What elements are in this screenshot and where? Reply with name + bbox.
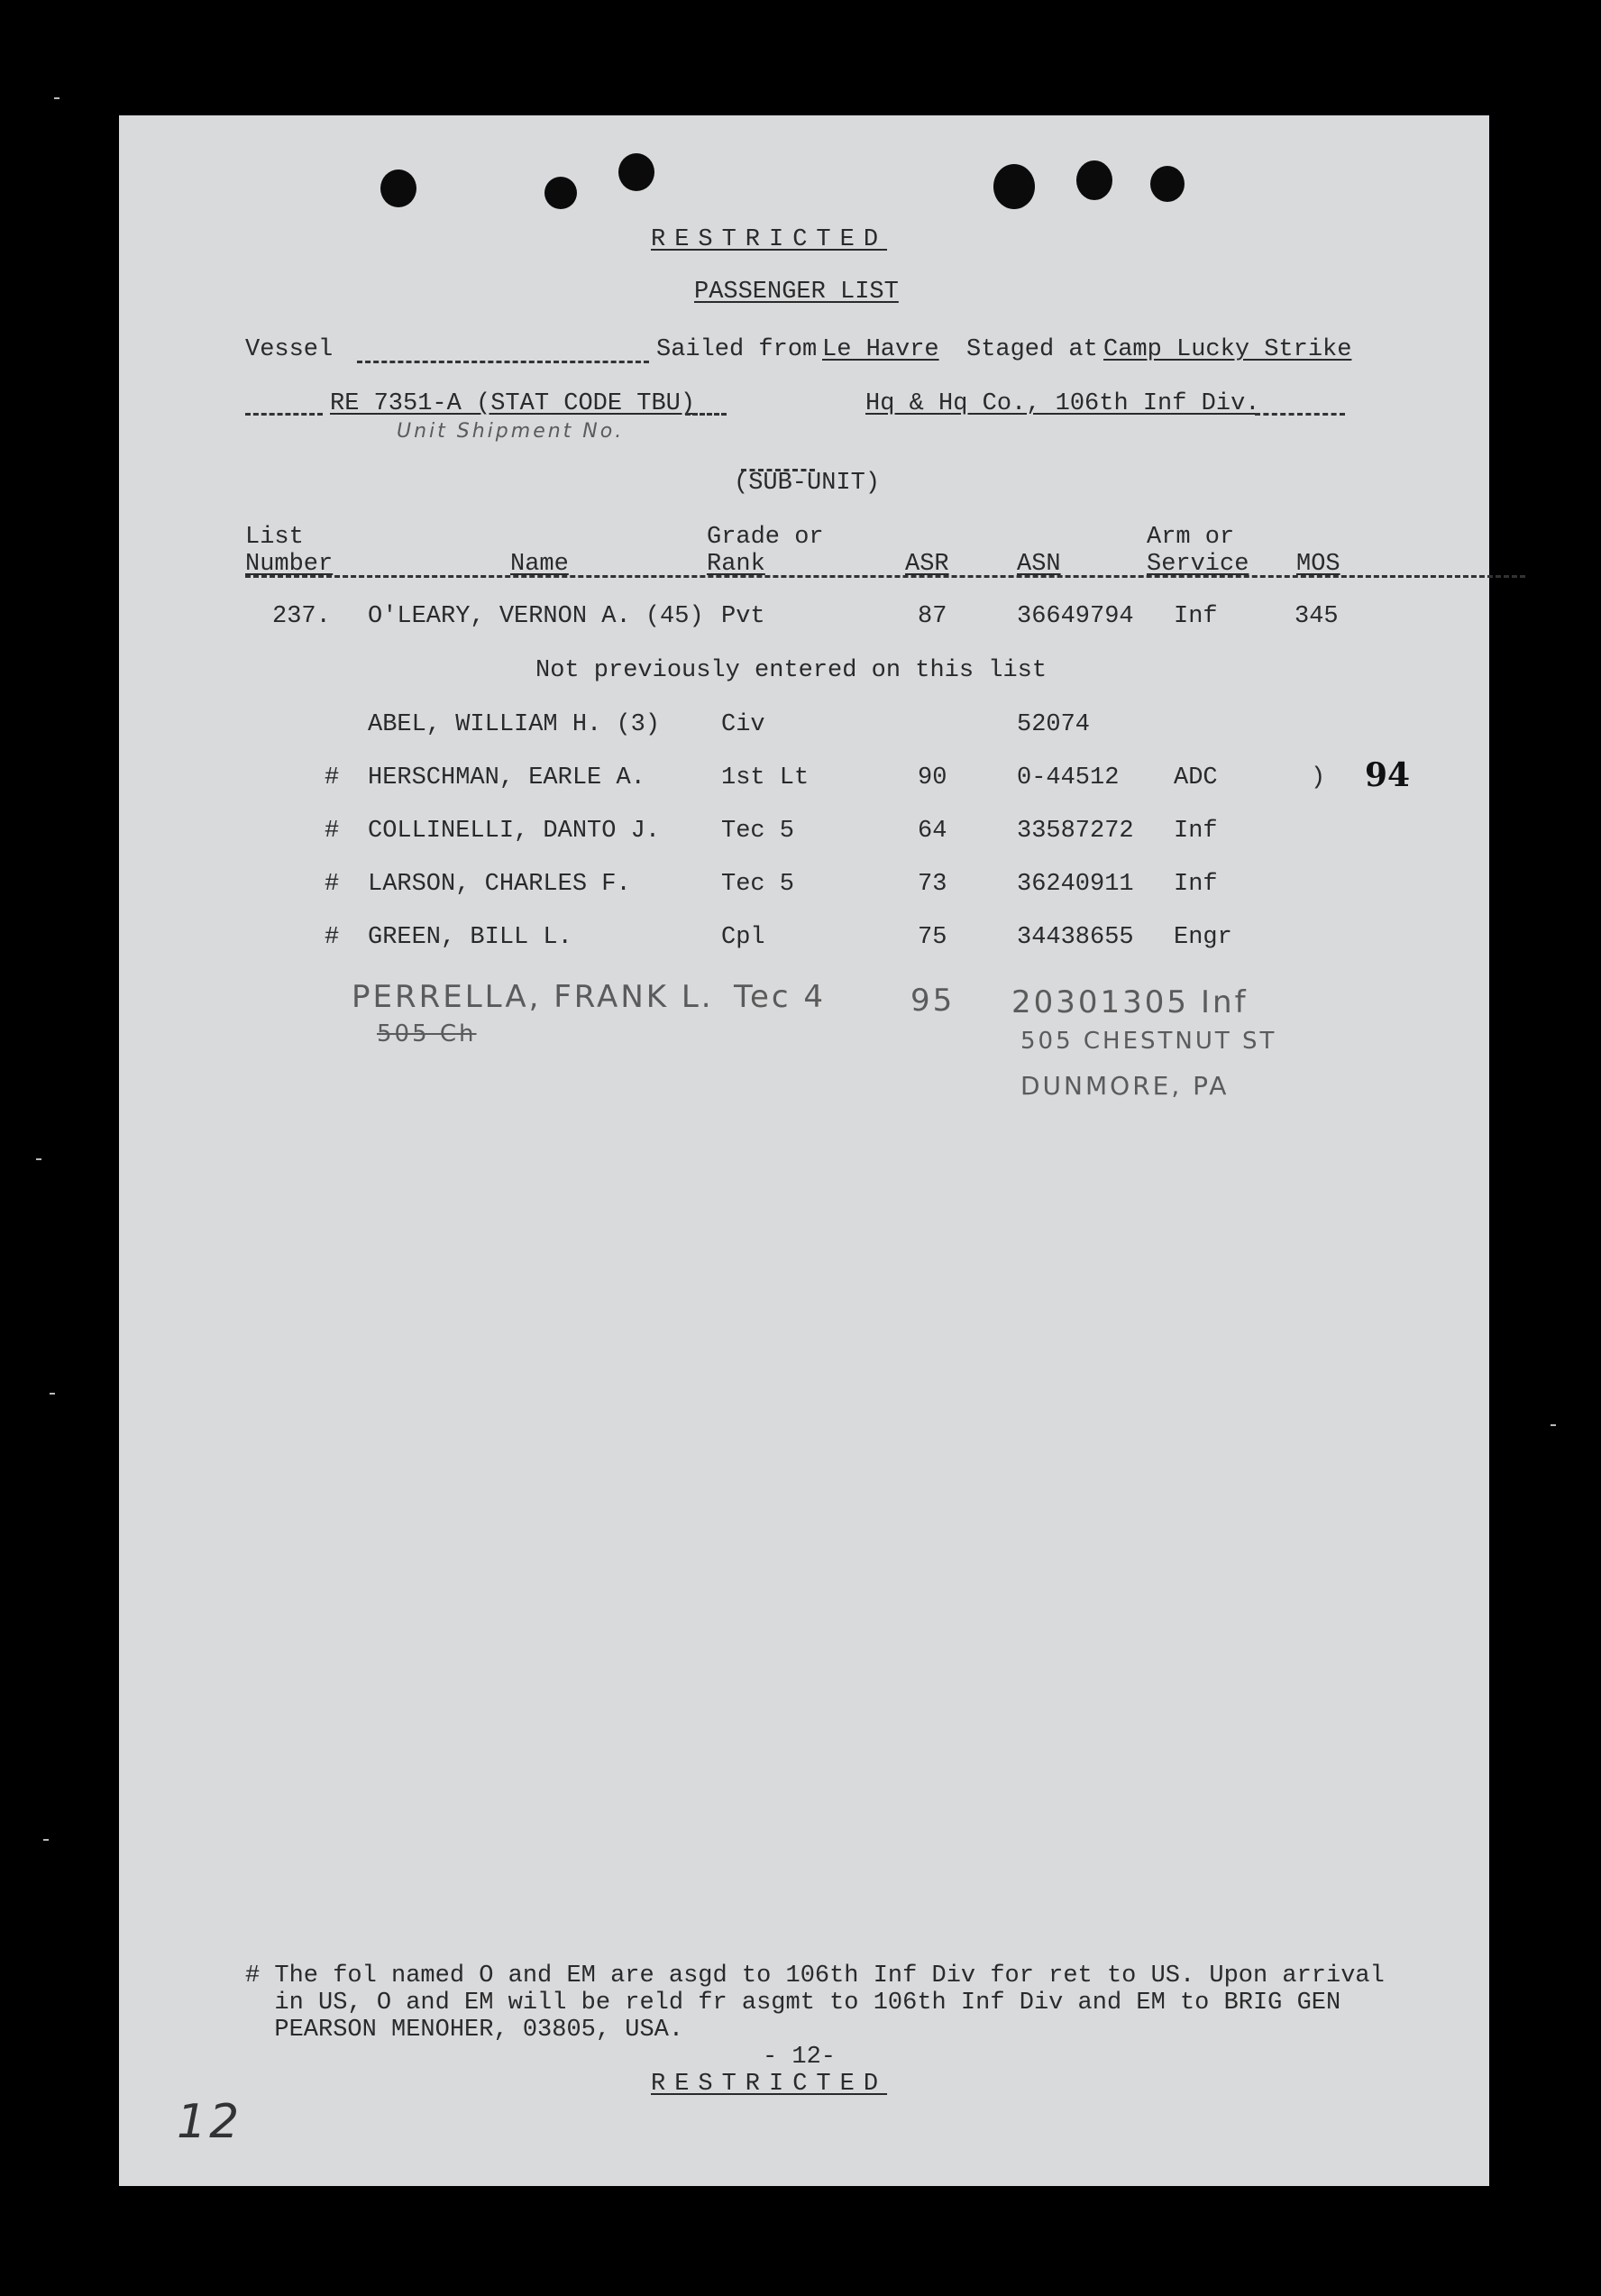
entry-asr: 64 bbox=[918, 818, 947, 845]
punch-hole bbox=[1076, 160, 1112, 200]
handwritten-address-line-2: DUNMORE, PA bbox=[1020, 1071, 1230, 1101]
entry-asn: 33587272 bbox=[1017, 818, 1134, 845]
handwritten-name: PERRELLA, FRANK L. bbox=[352, 979, 714, 1015]
staged-at-value: Camp Lucky Strike bbox=[1103, 336, 1352, 363]
entry-rank: Tec 5 bbox=[721, 871, 795, 898]
entry-service: Inf bbox=[1174, 871, 1218, 898]
unit-shipment-trailer bbox=[685, 413, 727, 416]
page-title: PASSENGER LIST bbox=[694, 279, 899, 306]
entry-mark: # bbox=[325, 764, 340, 791]
unit-value: Hq & Hq Co., 106th Inf Div. bbox=[865, 390, 1260, 417]
not-previously-note: Not previously entered on this list bbox=[535, 657, 1048, 684]
col-grade-2: Rank bbox=[707, 551, 765, 578]
margin-speck bbox=[36, 1158, 41, 1160]
entry-asn: 36240911 bbox=[1017, 871, 1134, 898]
sailed-from-label: Sailed from bbox=[656, 336, 818, 363]
punch-hole bbox=[380, 169, 416, 207]
header-classification: RESTRICTED bbox=[651, 226, 888, 253]
entry-service: Engr bbox=[1174, 924, 1232, 951]
sub-unit-label: (SUB-UNIT) bbox=[734, 470, 881, 497]
sailed-from-value: Le Havre bbox=[822, 336, 939, 363]
punch-hole bbox=[993, 164, 1035, 209]
margin-speck bbox=[43, 1839, 49, 1841]
entry-asn: 52074 bbox=[1017, 711, 1091, 738]
footer-classification: RESTRICTED bbox=[651, 2071, 888, 2098]
entry-asr: 73 bbox=[918, 871, 947, 898]
bracket: ) bbox=[1311, 764, 1326, 791]
vessel-label: Vessel bbox=[245, 336, 334, 363]
handwritten-address-line-1: 505 CHESTNUT ST bbox=[1020, 1028, 1277, 1055]
entry-asn: 34438655 bbox=[1017, 924, 1134, 951]
page-number: - 12- bbox=[763, 2044, 837, 2071]
entry-name: COLLINELLI, DANTO J. bbox=[368, 818, 661, 845]
entry-service: Inf bbox=[1174, 603, 1218, 630]
unit-shipment-caption: Unit Shipment No. bbox=[397, 420, 625, 443]
punch-hole bbox=[618, 153, 654, 191]
entry-rank: Civ bbox=[721, 711, 765, 738]
entry-rank: Tec 5 bbox=[721, 818, 795, 845]
entry-name: LARSON, CHARLES F. bbox=[368, 871, 631, 898]
handwritten-asn: 20301305 bbox=[1011, 984, 1190, 1020]
passenger-list-page bbox=[119, 115, 1489, 2186]
col-arm-1: Arm or bbox=[1147, 524, 1235, 551]
margin-speck bbox=[54, 97, 59, 99]
entry-rank: 1st Lt bbox=[721, 764, 810, 791]
entry-name: ABEL, WILLIAM H. (3) bbox=[368, 711, 661, 738]
unit-shipment-leader bbox=[245, 413, 323, 416]
handwritten-service: Inf bbox=[1201, 984, 1249, 1020]
entry-name: O'LEARY, VERNON A. (45) bbox=[368, 603, 704, 630]
col-name: Name bbox=[510, 551, 569, 578]
entry-service: Inf bbox=[1174, 818, 1218, 845]
entry-asr: 75 bbox=[918, 924, 947, 951]
handwritten-struck-text: 505 Ch bbox=[377, 1020, 477, 1047]
entry-asr: 90 bbox=[918, 764, 947, 791]
staged-at-label: Staged at bbox=[966, 336, 1098, 363]
header-rule bbox=[245, 575, 1525, 578]
entry-rank: Cpl bbox=[721, 924, 765, 951]
entry-asn: 0-44512 bbox=[1017, 764, 1120, 791]
col-grade-1: Grade or bbox=[707, 524, 824, 551]
margin-speck bbox=[1551, 1424, 1556, 1426]
entry-list-number: 237. bbox=[272, 603, 331, 630]
margin-page-number: 12 bbox=[177, 2095, 242, 2149]
entry-asn: 36649794 bbox=[1017, 603, 1134, 630]
punch-hole bbox=[544, 177, 577, 209]
handwritten-rank: Tec 4 bbox=[734, 979, 827, 1015]
entry-name: HERSCHMAN, EARLE A. bbox=[368, 764, 645, 791]
entry-rank: Pvt bbox=[721, 603, 765, 630]
col-asn: ASN bbox=[1017, 551, 1061, 578]
col-asr: ASR bbox=[905, 551, 949, 578]
entry-name: GREEN, BILL L. bbox=[368, 924, 572, 951]
entry-mark: # bbox=[325, 818, 340, 845]
unit-shipment-value: RE 7351-A (STAT CODE TBU) bbox=[330, 390, 696, 417]
unit-trailer bbox=[1255, 413, 1345, 416]
col-mos: MOS bbox=[1296, 551, 1340, 578]
footnote-line-3: PEARSON MENOHER, 03805, USA. bbox=[245, 2017, 684, 2044]
entry-mark: # bbox=[325, 871, 340, 898]
entry-asr: 87 bbox=[918, 603, 947, 630]
margin-speck bbox=[50, 1393, 55, 1395]
stamp-number: 94 bbox=[1365, 756, 1411, 794]
punch-hole bbox=[1150, 166, 1185, 202]
handwritten-asr: 95 bbox=[910, 983, 956, 1019]
entry-service: ADC bbox=[1174, 764, 1218, 791]
entry-mark: # bbox=[325, 924, 340, 951]
col-list-number-1: List bbox=[245, 524, 304, 551]
footnote-line-1: # The fol named O and EM are asgd to 106th Inf Div for ret to US. Upon arrival bbox=[245, 1962, 1385, 1990]
vessel-blank-line bbox=[357, 361, 649, 363]
col-arm-2: Service bbox=[1147, 551, 1249, 578]
col-list-number-2: Number bbox=[245, 551, 334, 578]
entry-mos: 345 bbox=[1295, 603, 1339, 630]
footnote-line-2: in US, O and EM will be reld fr asgmt to 106th Inf Div and EM to BRIG GEN bbox=[245, 1990, 1341, 2017]
